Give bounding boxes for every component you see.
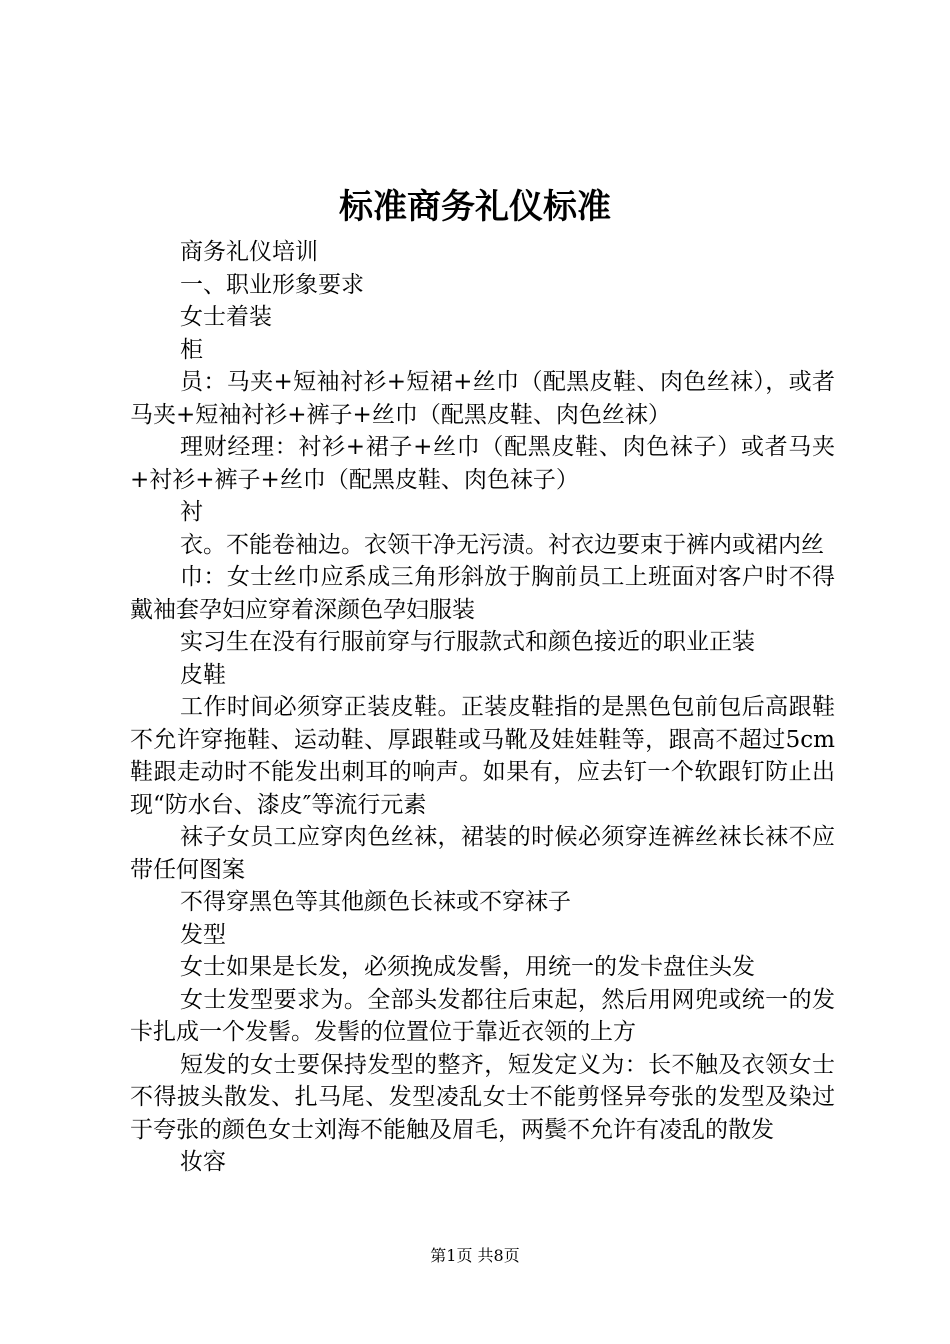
document-body: [130, 236, 835, 1179]
document-title: 标准商务礼仪标准: [339, 187, 611, 227]
paragraph: 袜子女员工应穿肉色丝袜，裙装的时候必须穿连裤丝袜长袜不应带任何图案: [130, 824, 835, 883]
paragraph: 短发的女士要保持发型的整齐，短发定义为：长不触及衣领女士不得披头散发、扎马尾、发型凌乱女士不能剪怪异夸张的发型及染过于夸张的颜色女士刘海不能触及眉毛，两鬓不允许有凌乱的散发: [130, 1051, 835, 1143]
paragraph: 女士如果是长发，必须挽成发髻，用统一的发卡盘住头发: [180, 954, 755, 980]
paragraph: 工作时间必须穿正装皮鞋。正装皮鞋指的是黑色包前包后高跟鞋不允许穿拖鞋、运动鞋、厚跟鞋或马靴及娃娃鞋等，跟高不超过5cm鞋跟走动时不能发出刺耳的响声。如果有，应去钉一个软跟钉防止出现“防水台、漆皮″等流行元素: [130, 694, 835, 818]
paragraph: 女士发型要求为。全部头发都往后束起，然后用网兜或统一的发卡扎成一个发髻。发髻的位置位于靠近衣领的上方: [130, 986, 835, 1045]
page-footer: 第1页 共8页: [430, 1246, 520, 1265]
paragraph: 巾：女士丝巾应系成三角形斜放于胸前员工上班面对客户时不得戴袖套孕妇应穿着深颜色孕妇服装: [130, 564, 835, 623]
paragraph: 不得穿黑色等其他颜色长袜或不穿袜子: [180, 889, 571, 915]
paragraph: 皮鞋: [180, 661, 226, 688]
paragraph: 员：马夹+短袖衬衫+短裙+丝巾（配黑皮鞋、肉色丝袜），或者马夹+短袖衬衫+裤子+丝巾（配黑皮鞋、肉色丝袜）: [130, 369, 835, 428]
paragraph: 女士着装: [180, 304, 272, 330]
paragraph: 理财经理：衬衫+裙子+丝巾（配黑皮鞋、肉色袜子）或者马夹+衬衫+裤子+丝巾（配黑皮鞋、肉色袜子）: [130, 434, 835, 493]
paragraph: 一、职业形象要求: [180, 271, 364, 298]
paragraph: 发型: [180, 921, 226, 948]
paragraph: 妆容: [180, 1149, 226, 1175]
paragraph: 实习生在没有行服前穿与行服款式和颜色接近的职业正装: [180, 629, 755, 655]
paragraph: 柜: [180, 336, 203, 363]
paragraph: 商务礼仪培训: [180, 239, 318, 265]
paragraph: 衣。不能卷袖边。衣领干净无污渍。衬衣边要束于裤内或裙内丝: [180, 531, 824, 558]
paragraph: 衬: [180, 499, 203, 525]
